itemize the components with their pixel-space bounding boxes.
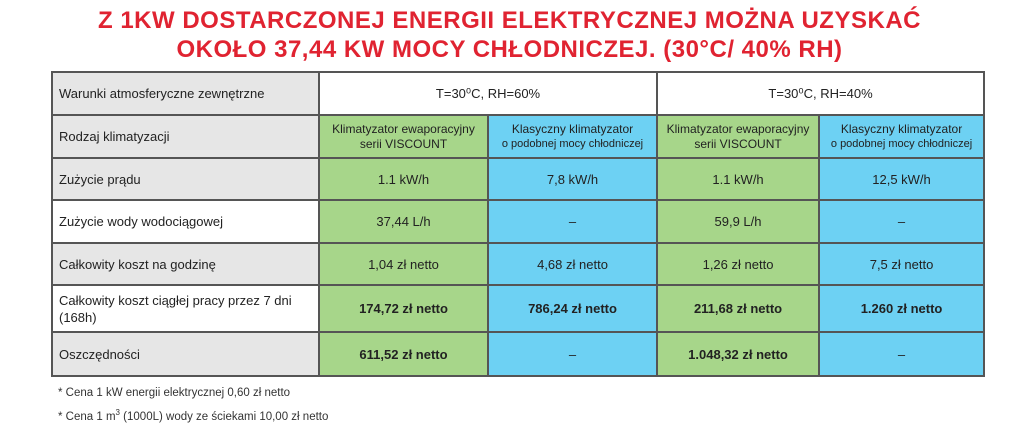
footnote-water-prefix: * Cena 1 m <box>58 410 116 423</box>
cell-evap-b: 1.048,32 zł netto <box>657 332 819 376</box>
table-row <box>52 200 984 243</box>
evap-header-b <box>657 115 819 158</box>
evap-header-b-line2: serii VISCOUNT <box>694 136 782 151</box>
footnotes <box>58 384 328 427</box>
footnote-energy-price: * Cena 1 kW energii elektrycznej 0,60 zł netto <box>58 387 291 399</box>
classic-header-b-line2: o podobnej mocy chłodniczej <box>830 137 973 150</box>
table-row <box>52 158 984 200</box>
evap-header-a-line1: Klimatyzator ewaporacyjny <box>332 121 475 136</box>
cell-evap-a: 37,44 L/h <box>319 200 488 243</box>
cell-classic-b: 1.260 zł netto <box>819 285 984 332</box>
row-label: Całkowity koszt ciągłej pracy przez 7 dni (168h) <box>52 285 319 332</box>
condition-b: T=30⁰C, RH=40% <box>657 72 984 115</box>
type-row <box>52 115 984 158</box>
table-row <box>52 285 984 332</box>
conditions-row <box>52 72 984 115</box>
row-label: Zużycie wody wodociągowej <box>52 200 319 243</box>
evap-header-a-line2: serii VISCOUNT <box>359 136 448 151</box>
title-line-2: OKOŁO 37,44 KW MOCY CHŁODNICZEJ. (30°C/ 40% RH) <box>176 36 843 63</box>
evap-header-a <box>319 115 488 158</box>
cell-evap-b: 1.1 kW/h <box>657 158 819 200</box>
footnote-water-price <box>58 403 328 427</box>
row-label: Całkowity koszt na godzinę <box>52 243 319 285</box>
classic-header-b <box>819 115 984 158</box>
cell-classic-a: 786,24 zł netto <box>488 285 657 332</box>
cell-evap-a: 1,04 zł netto <box>319 243 488 285</box>
comparison-table <box>51 71 985 377</box>
cell-evap-a: 174,72 zł netto <box>319 285 488 332</box>
classic-header-a <box>488 115 657 158</box>
table-row <box>52 243 984 285</box>
page-title <box>0 6 1019 64</box>
classic-header-b-line1: Klasyczny klimatyzator <box>840 121 963 136</box>
cell-evap-a: 611,52 zł netto <box>319 332 488 376</box>
cell-classic-a: 7,8 kW/h <box>488 158 657 200</box>
footnote-water-suffix: (1000L) wody ze ściekami 10,00 zł netto <box>119 410 329 423</box>
cell-evap-a: 1.1 kW/h <box>319 158 488 200</box>
cell-classic-b: – <box>819 332 984 376</box>
classic-header-a-line2: o podobnej mocy chłodniczej <box>501 137 644 150</box>
footnote-water-sup: 3 <box>115 408 120 417</box>
cell-evap-b: 1,26 zł netto <box>657 243 819 285</box>
cell-classic-b: 12,5 kW/h <box>819 158 984 200</box>
cell-classic-a: 4,68 zł netto <box>488 243 657 285</box>
evap-header-b-line1: Klimatyzator ewaporacyjny <box>666 121 810 136</box>
cell-classic-a: – <box>488 332 657 376</box>
title-line-1: Z 1KW DOSTARCZONEJ ENERGII ELEKTRYCZNEJ MOŻNA UZYSKAĆ <box>98 7 921 34</box>
row-label: Oszczędności <box>52 332 319 376</box>
cell-classic-b: 7,5 zł netto <box>819 243 984 285</box>
cell-evap-b: 59,9 L/h <box>657 200 819 243</box>
conditions-label: Warunki atmosferyczne zewnętrzne <box>52 72 319 115</box>
condition-a: T=30⁰C, RH=60% <box>319 72 657 115</box>
cell-classic-a: – <box>488 200 657 243</box>
cell-classic-b: – <box>819 200 984 243</box>
cell-evap-b: 211,68 zł netto <box>657 285 819 332</box>
type-label: Rodzaj klimatyzacji <box>52 115 319 158</box>
row-label: Zużycie prądu <box>52 158 319 200</box>
classic-header-a-line1: Klasyczny klimatyzator <box>511 121 634 136</box>
table-row <box>52 332 984 376</box>
